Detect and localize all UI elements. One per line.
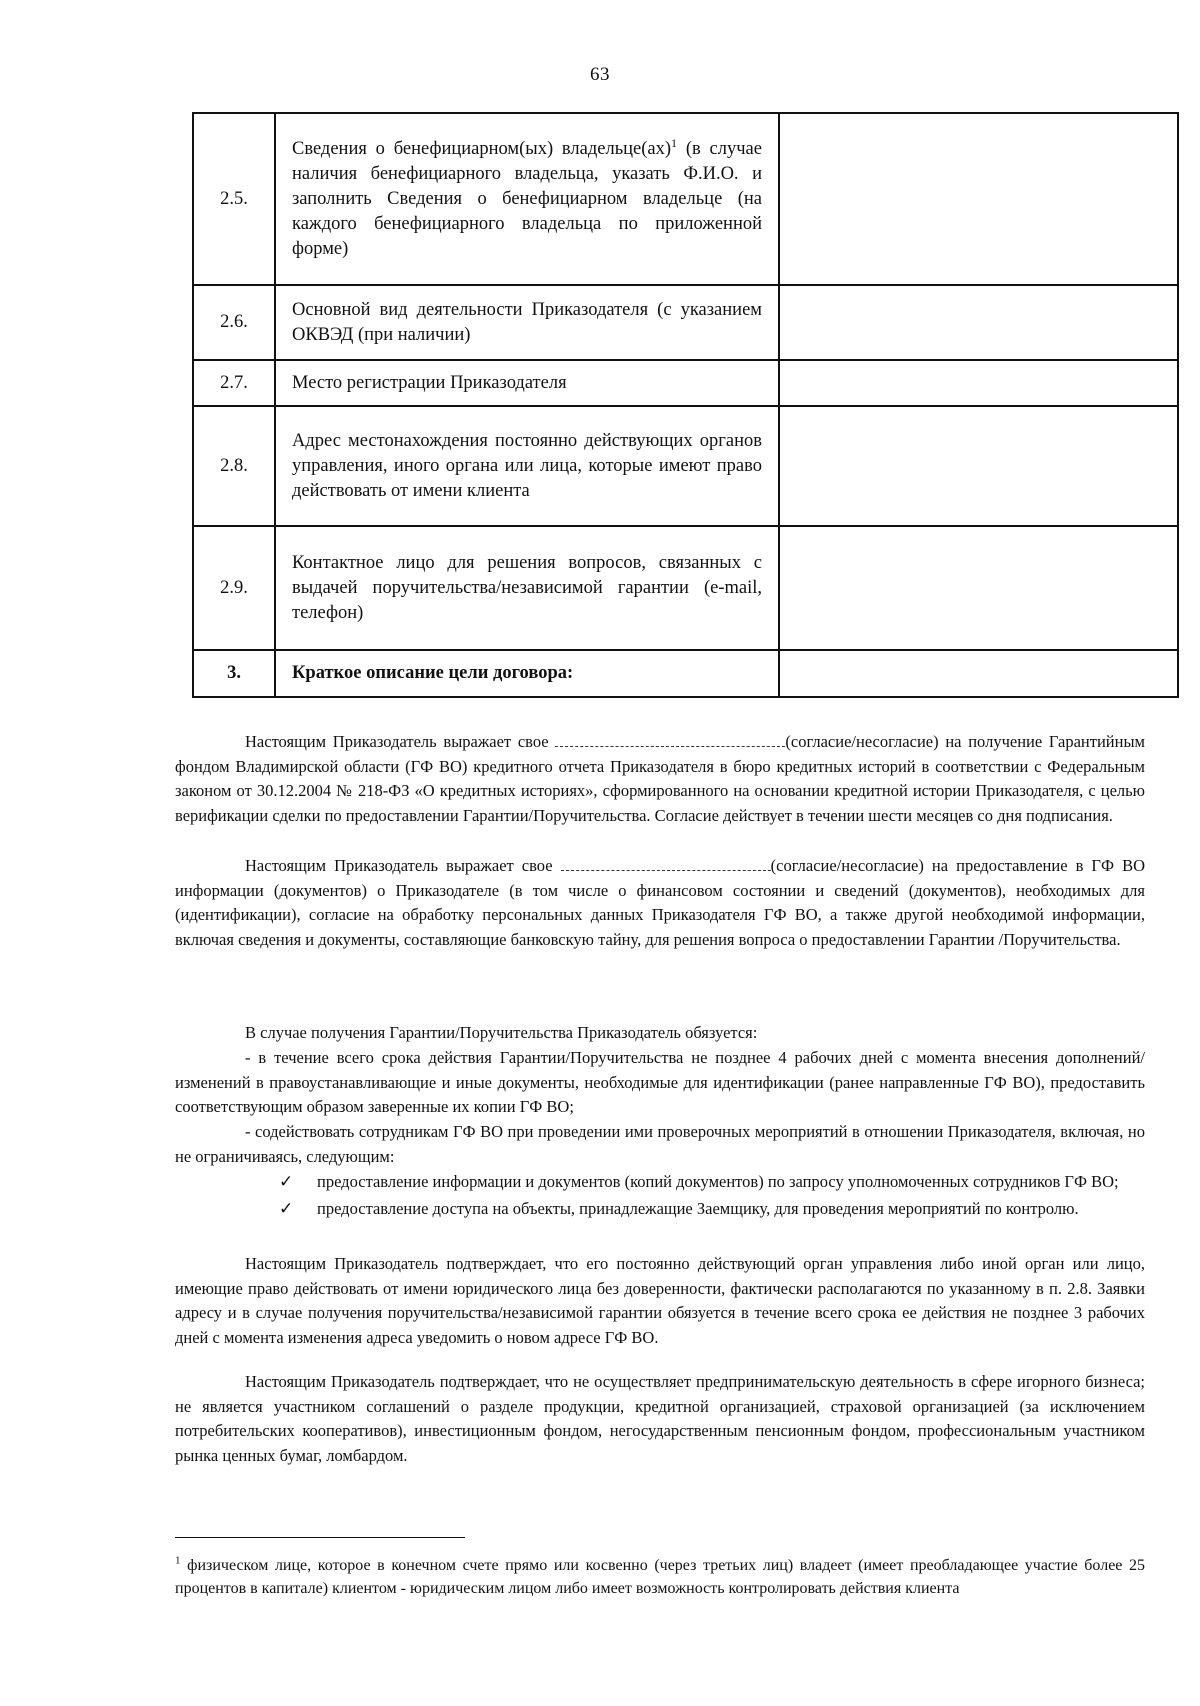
- footnote-text: физическом лице, которое в конечном счете прямо или косвенно (через третьих лиц) владеет (имеет преобладающее участие более 25 процентов в капитале) клиентом - юридическим лицом либо имеет возможность контролировать действия клиента: [175, 1557, 1145, 1597]
- footnote-divider: [175, 1537, 465, 1538]
- consent2-lead: Настоящим Приказодатель выражает свое: [245, 856, 553, 875]
- footnote-mark: 1: [175, 1554, 181, 1567]
- table-row: [193, 285, 1178, 360]
- consent1-lead: Настоящим Приказодатель выражает свое: [245, 732, 549, 751]
- row-description: Адрес местонахождения постоянно действующих органов управления, иного органа или лица, которые имеют право действовать от имени клиента: [275, 406, 779, 526]
- checkmark-icon: ✓: [279, 1198, 294, 1219]
- table-row: [193, 406, 1178, 526]
- table-row: [193, 113, 1178, 285]
- table-row: [193, 526, 1178, 650]
- row-number: 2.8.: [193, 406, 275, 526]
- footnote: [175, 1554, 1145, 1600]
- row-description: Место регистрации Приказодателя: [275, 360, 779, 406]
- table-row: [193, 650, 1178, 697]
- row-value-field[interactable]: [779, 650, 1178, 697]
- address-confirmation: Настоящим Приказодатель подтверждает, что его постоянно действующий орган управления либо иной орган или лицо, имеющие право действовать от имени юридического лица без доверенности, фактически располагаются по указанному в п. 2.8. Заявки адресу и в случае получения поручительства/независимой гарантии обязуется в течение всего срока ее действия не позднее 3 рабочих дней с момента изменения адреса уведомить о новом адресе ГФ ВО.: [175, 1254, 1145, 1347]
- consent-credit-report: [175, 730, 1145, 828]
- row-text: Сведения о бенефициарном(ых) владельце(ах): [292, 138, 672, 159]
- consent-information: [175, 854, 1145, 952]
- row-value-field[interactable]: [779, 360, 1178, 406]
- row-number: 2.5.: [193, 113, 275, 285]
- page-number: 63: [590, 64, 610, 85]
- row-number: 3.: [193, 650, 275, 697]
- row-description: Контактное лицо для решения вопросов, связанных с выдачей поручительства/независимой гарантии (e-mail, телефон): [275, 526, 779, 650]
- checklist-item: ✓ предоставление доступа на объекты, принадлежащие Заемщику, для проведения мероприятий по контролю.: [175, 1197, 1145, 1222]
- consent1-blank-field[interactable]: [555, 732, 785, 747]
- footnote-ref: 1: [671, 135, 678, 150]
- inspection-checklist: [175, 1170, 1145, 1221]
- obligation-item-2: - содействовать сотрудникам ГФ ВО при проведении ими проверочных мероприятий в отношении Приказодателя, включая, но не ограничиваясь, следующим:: [175, 1122, 1145, 1166]
- obligation-item-1: - в течение всего срока действия Гарантии/Поручительства не позднее 4 рабочих дней с момента внесения дополнений/изменений в правоустанавливающие и иные документы, необходимые для идентификации (ранее направленные ГФ ВО), предоставить соответствующим образом заверенные их копии ГФ ВО;: [175, 1048, 1145, 1117]
- consent1-text: (согласие/несогласие) на получение Гарантийным фондом Владимирской области (ГФ ВО) кредитного отчета Приказодателя в бюро кредитных историй в соответствии с Федеральным законом от 30.12.2004 № 218-ФЗ «О кредитных историях», сформированного на основании кредитной истории Приказодателя, с целью верификации сделки по предоставлении Гарантии/Поручительства. Согласие действует в течении шести месяцев со дня подписания.: [175, 732, 1145, 825]
- row-value-field[interactable]: [779, 406, 1178, 526]
- business-confirmation: Настоящим Приказодатель подтверждает, что не осуществляет предпринимательскую деятельность в сфере игорного бизнеса; не является участником соглашений о разделе продукции, кредитной организацией, страховой организацией (за исключением потребительских кооперативов), инвестиционным фондом, негосударственным пенсионным фондом, профессиональным участником рынка ценных бумаг, ломбардом.: [175, 1372, 1145, 1465]
- row-value-field[interactable]: [779, 113, 1178, 285]
- checklist-item: ✓ предоставление информации и документов (копий документов) по запросу уполномоченных сотрудников ГФ ВО;: [175, 1170, 1145, 1195]
- table-row: [193, 360, 1178, 406]
- row-description: Основной вид деятельности Приказодателя (с указанием ОКВЭД (при наличии): [275, 285, 779, 360]
- row-value-field[interactable]: [779, 285, 1178, 360]
- row-text-continued: (в случае наличия бенефициарного владельца, указать Ф.И.О. и заполнить Сведения о бенефициарном владельце (на каждого бенефициарного владельца по приложенной форме): [292, 138, 762, 259]
- checkmark-icon: ✓: [279, 1172, 294, 1192]
- row-description: Краткое описание цели договора:: [275, 650, 779, 697]
- application-table: [192, 112, 1179, 698]
- row-number: 2.7.: [193, 360, 275, 406]
- consent2-text: (согласие/несогласие) на предоставление в ГФ ВО информации (документов) о Приказодателе (в том числе о финансовом состоянии и сведений (документов), необходимых для (идентификации), согласие на обработку персональных данных Приказодателя ГФ ВО, а также другой необходимой информации, включая сведения и документы, составляющие банковскую тайну, для решения вопроса о предоставлении Гарантии /Поручительства.: [175, 856, 1145, 949]
- row-value-field[interactable]: [779, 526, 1178, 650]
- row-number: 2.6.: [193, 285, 275, 360]
- row-number: 2.9.: [193, 526, 275, 650]
- obligations-intro: В случае получения Гарантии/Поручительства Приказодатель обязуется:: [245, 1023, 758, 1042]
- row-description: [275, 113, 779, 285]
- consent2-blank-field[interactable]: [561, 856, 771, 871]
